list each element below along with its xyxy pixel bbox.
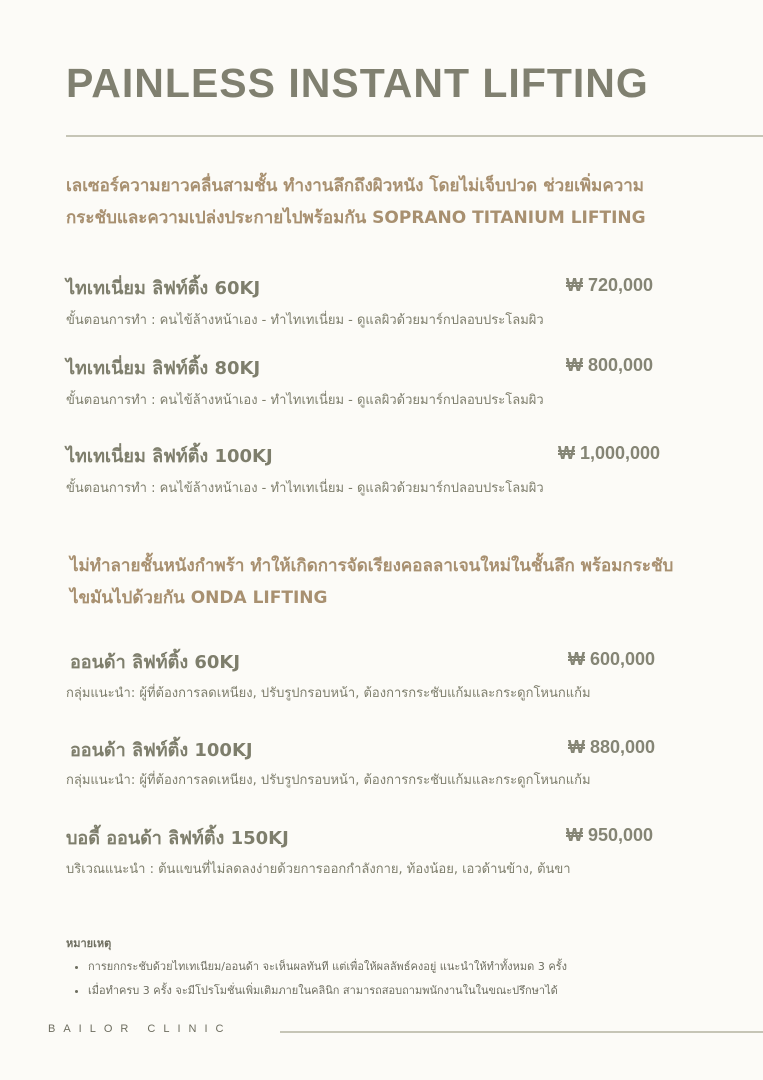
treatment-price: ₩ 880,000 [568,737,656,757]
notes-list [66,955,567,1003]
treatment-price: ₩ 1,000,000 [558,443,661,463]
section-intro-onda [70,550,730,614]
note-item: • การยกกระชับด้วยไทเทเนียม/ออนด้า จะเห็นผลทันที แต่เพื่อให้ผลลัพธ์คงอยู่ แนะนำให้ทำทั้งหมด 3 ครั้ง [88,955,567,979]
section-intro-line: เลเซอร์ความยาวคลื่นสามชั้น ทำงานลึกถึงผิวหนัง โดยไม่เจ็บปวด ช่วยเพิ่มความ [66,176,645,196]
treatment-name: ไทเทเนี่ยม ลิฟท์ติ้ง 100KJ [66,446,273,467]
section-intro-line: ไขมันไปด้วยกัน ONDA LIFTING [70,588,328,608]
treatment-description: ขั้นตอนการทำ : คนไข้ล้างหน้าเอง - ทำไทเทเนี่ยม - ดูแลผิวด้วยมาร์กปลอบประโลมผิว [66,393,544,408]
clinic-brand: BAILOR CLINIC [48,1023,232,1035]
treatment-description: ขั้นตอนการทำ : คนไข้ล้างหน้าเอง - ทำไทเทเนี่ยม - ดูแลผิวด้วยมาร์กปลอบประโลมผิว [66,481,544,496]
section-intro-soprano [66,170,726,234]
notes-title: หมายเหตุ [66,937,112,950]
treatment-name: ออนด้า ลิฟท์ติ้ง 60KJ [70,652,241,673]
footer-divider [280,1031,763,1033]
treatment-price: ₩ 600,000 [568,649,656,669]
section-intro-line: ไม่ทำลายชั้นหนังกำพร้า ทำให้เกิดการจัดเรียงคอลลาเจนใหม่ในชั้นลึก พร้อมกระชับ [70,556,674,576]
section-intro-line: กระชับและความเปล่งประกายไปพร้อมกัน SOPRANO TITANIUM LIFTING [66,208,646,228]
treatment-price: ₩ 950,000 [566,825,654,845]
treatment-price: ₩ 800,000 [566,355,654,375]
treatment-name: ไทเทเนี่ยม ลิฟท์ติ้ง 60KJ [66,278,261,299]
note-item: • เมื่อทำครบ 3 ครั้ง จะมีโปรโมชั่นเพิ่มเติมภายในคลินิก สามารถสอบถามพนักงานในในขณะปรึกษาได้ [88,979,567,1003]
page-title: PAINLESS INSTANT LIFTING [66,60,649,106]
treatment-description: บริเวณแนะนำ : ต้นแขนที่ไม่ลดลงง่ายด้วยการออกกำลังกาย, ท้องน้อย, เอวด้านข้าง, ต้นขา [66,862,571,877]
treatment-name: ออนด้า ลิฟท์ติ้ง 100KJ [70,740,253,761]
treatment-description: กลุ่มแนะนำ: ผู้ที่ต้องการลดเหนียง, ปรับรูปกรอบหน้า, ต้องการกระชับแก้มและกระดูกโหนกแก้ม [66,686,591,701]
divider [66,135,763,137]
treatment-price: ₩ 720,000 [566,275,654,295]
treatment-name: ไทเทเนี่ยม ลิฟท์ติ้ง 80KJ [66,358,261,379]
treatment-description: กลุ่มแนะนำ: ผู้ที่ต้องการลดเหนียง, ปรับรูปกรอบหน้า, ต้องการกระชับแก้มและกระดูกโหนกแก้ม [66,773,591,788]
treatment-description: ขั้นตอนการทำ : คนไข้ล้างหน้าเอง - ทำไทเทเนี่ยม - ดูแลผิวด้วยมาร์กปลอบประโลมผิว [66,313,544,328]
treatment-name: บอดี้ ออนด้า ลิฟท์ติ้ง 150KJ [66,828,289,849]
